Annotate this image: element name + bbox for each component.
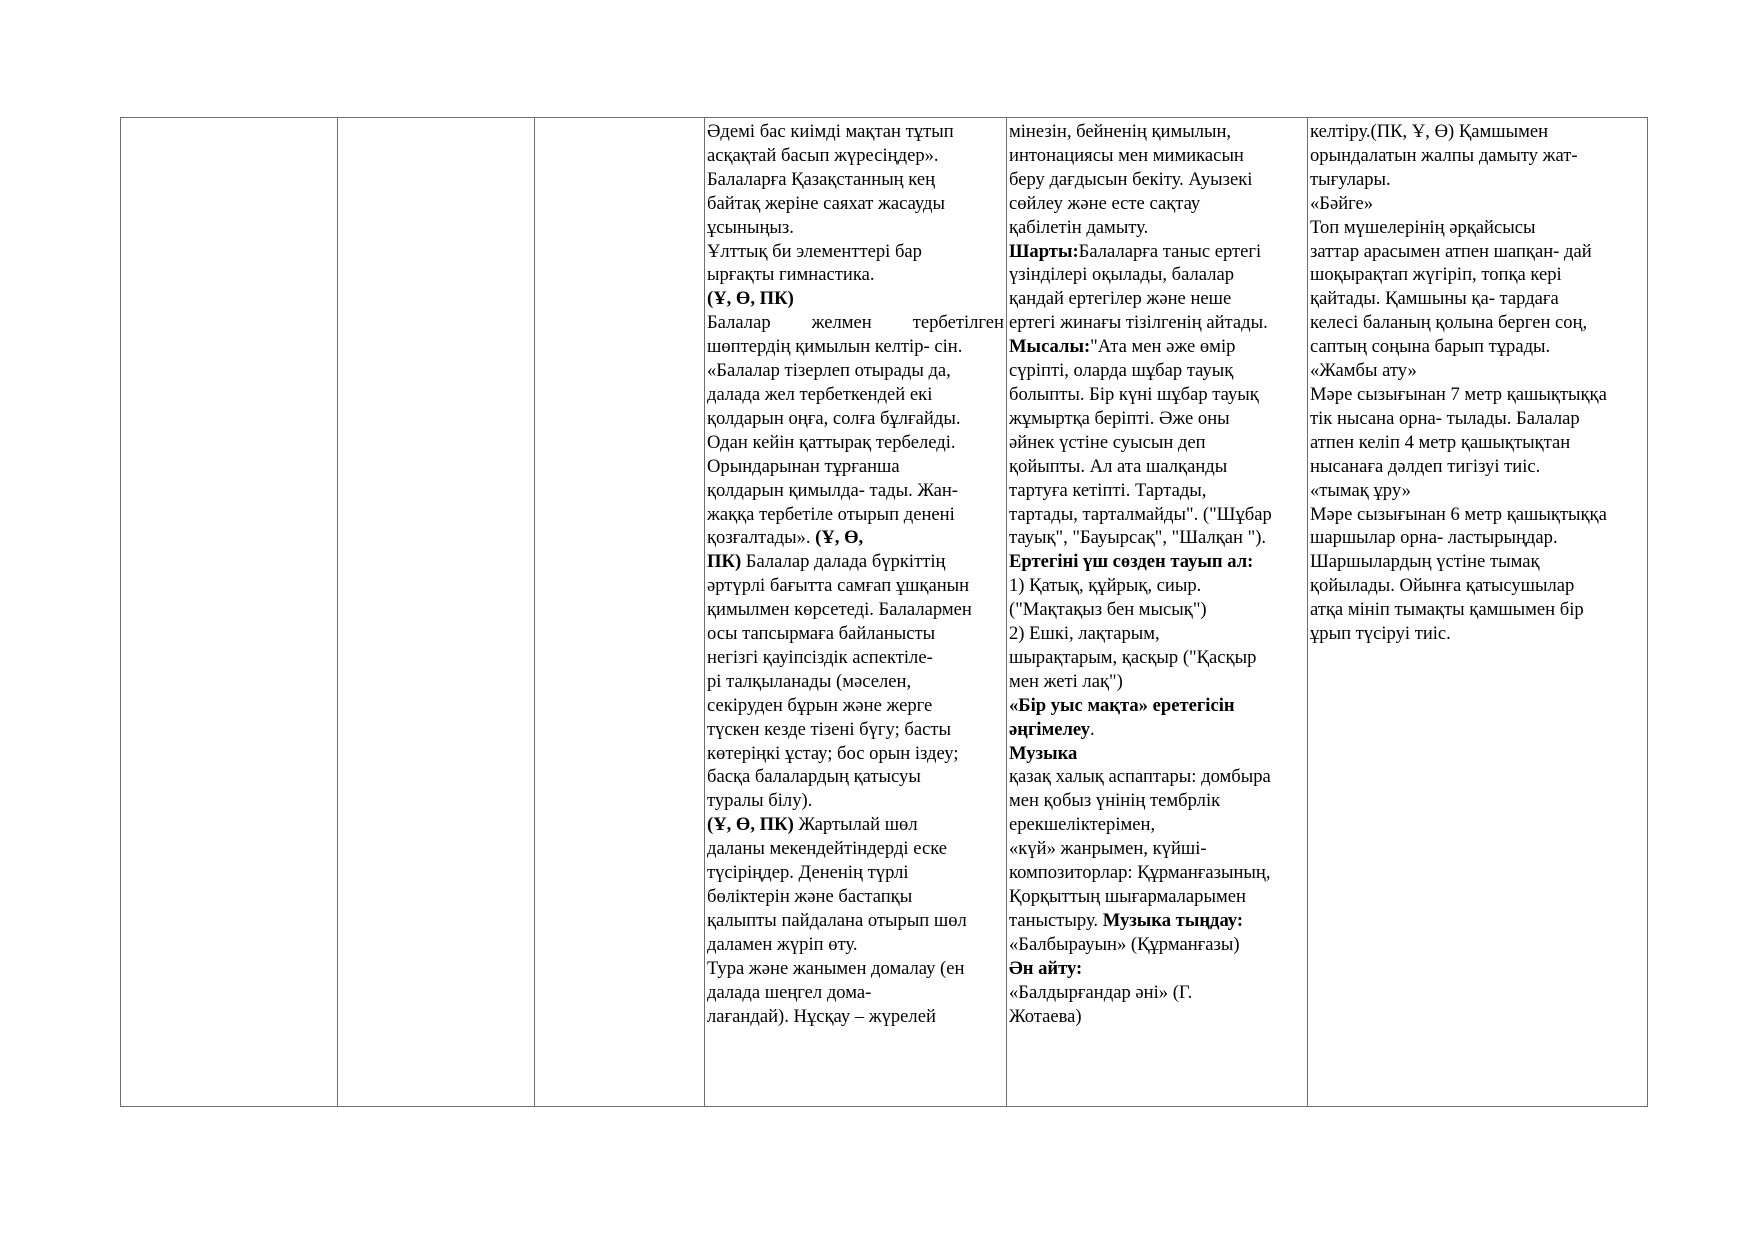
text-run: Балалар желмен тербетілген <box>707 312 1004 334</box>
text-run: қандай ертегілер және неше <box>1009 288 1232 310</box>
text-run: атпен келіп 4 метр қашықтықтан <box>1310 431 1571 453</box>
text-line <box>707 718 1004 742</box>
text-run: қайтады. Қамшыны қа- тардаға <box>1310 288 1559 310</box>
text-run: далада шеңгел дома- <box>707 981 872 1003</box>
text-line <box>1009 503 1305 527</box>
bold-text: «Бір уыс мақта» еретегісін <box>1009 694 1235 716</box>
text-run: қазақ халық аспаптары: домбыра <box>1009 766 1271 788</box>
text-line <box>1310 311 1645 335</box>
text-run: Қорқыттың шығармаларымен <box>1009 886 1246 907</box>
text-run: қойылады. Ойынға қатысушылар <box>1310 575 1575 597</box>
text-run: . <box>1090 718 1095 740</box>
cell-text <box>535 118 704 120</box>
text-line <box>707 120 1004 144</box>
text-run: тартады, тарталмайды". ("Шұбар <box>1009 503 1272 525</box>
text-line <box>1009 622 1305 646</box>
text-run: әйнек үстіне суысын деп <box>1009 431 1206 453</box>
text-run: келтіру.(ПК, Ұ, Ө) Қамшымен <box>1310 121 1549 142</box>
bold-text: (Ұ, Ө, ПК) <box>707 288 794 310</box>
table-cell-col-5 <box>1007 118 1308 1107</box>
bold-text: Ертегіні үш сөзден тауып ал: <box>1009 551 1254 573</box>
text-run: үзінділері оқылады, балалар <box>1009 264 1235 286</box>
text-run: тік нысана орна- тылады. Балалар <box>1310 407 1580 429</box>
text-run: «Балдырғандар әні» (Г. <box>1009 981 1193 1003</box>
text-run: осы тапсырмаға байланысты <box>707 623 936 645</box>
text-line <box>1009 383 1305 407</box>
table-cell-col-2 <box>338 118 535 1107</box>
text-line <box>1009 598 1305 622</box>
text-run: сүріпті, оларда шұбар тауық <box>1009 360 1234 382</box>
text-line <box>707 885 1004 909</box>
text-line <box>707 622 1004 646</box>
text-line <box>707 263 1004 287</box>
text-line <box>1009 718 1305 742</box>
text-run: қимылмен көрсетеді. Балалармен <box>707 599 972 621</box>
text-run: ұрып түсіруі тиіс. <box>1310 623 1451 645</box>
bold-text: Ән айту: <box>1009 957 1083 979</box>
text-run: сөйлеу және есте сақтау <box>1009 192 1201 214</box>
text-line <box>1310 335 1645 359</box>
text-line <box>1009 455 1305 479</box>
text-line <box>1310 287 1645 311</box>
text-run: Әдемі бас киімді мақтан тұтып <box>707 121 954 142</box>
text-line <box>1009 909 1305 933</box>
text-run: саптың соңына барып тұрады. <box>1310 336 1551 358</box>
text-run: ертегі жинағы тізілгенің айтады. <box>1009 312 1268 334</box>
text-line <box>1310 120 1645 144</box>
text-line <box>1009 574 1305 598</box>
text-line <box>707 574 1004 598</box>
text-line <box>1009 646 1305 670</box>
text-run: келесі баланың қолына берген соң, <box>1310 312 1588 334</box>
text-run: шоқырақтап жүгіріп, топқа кері <box>1310 264 1562 286</box>
text-run: Одан кейін қаттырақ тербеледі. <box>707 431 956 453</box>
text-line <box>1310 503 1645 527</box>
text-line <box>1009 670 1305 694</box>
text-line <box>1009 933 1305 957</box>
text-run: қалыпты пайдалана отырып шөл <box>707 909 967 931</box>
text-run: түскен кезде тізені бүгу; басты <box>707 718 952 740</box>
text-run: Жартылай шөл <box>793 814 918 836</box>
text-line <box>1310 192 1645 216</box>
text-run: нысанаға дәлдеп тигізуі тиіс. <box>1310 455 1541 477</box>
text-run: секіруден бұрын және жерге <box>707 694 933 716</box>
text-run: байтақ жеріне саяхат жасауды <box>707 192 945 214</box>
text-run: интонациясы мен мимикасын <box>1009 144 1244 166</box>
text-line <box>707 742 1004 766</box>
bold-text: Шарты: <box>1009 240 1079 262</box>
text-run: көтеріңкі ұстау; бос орын іздеу; <box>707 742 959 764</box>
text-line <box>707 526 1004 550</box>
text-line <box>1009 359 1305 383</box>
text-run: таныстыру. <box>1009 909 1103 931</box>
text-line <box>1009 981 1305 1005</box>
plan-table <box>120 117 1648 1107</box>
text-run: түсіріңдер. Дененің түрлі <box>707 862 909 884</box>
text-line <box>1009 216 1305 240</box>
text-line <box>707 670 1004 694</box>
text-run: бөліктерін және бастапқы <box>707 886 913 907</box>
text-line <box>707 240 1004 264</box>
text-run: қолдарын оңға, солға бұлғайды. <box>707 407 961 429</box>
table-cell-col-4 <box>705 118 1007 1107</box>
text-line <box>1009 311 1305 335</box>
table-cell-col-1 <box>121 118 338 1107</box>
bold-text: Музыка тыңдау: <box>1102 909 1244 931</box>
text-run: Ұлттық би элементтері бар <box>707 240 922 262</box>
text-line <box>1009 694 1305 718</box>
text-line <box>1009 144 1305 168</box>
text-run: "Ата мен әже өмір <box>1090 336 1236 358</box>
text-run: «күй» жанрымен, күйші- <box>1009 838 1207 860</box>
bold-text: (Ұ, Ө, ПК) <box>707 814 794 836</box>
text-run: мен қобыз үнінің тембрлік <box>1009 790 1221 812</box>
text-line <box>707 813 1004 837</box>
text-run: атқа мініп тымақты қамшымен бір <box>1310 599 1584 621</box>
text-line <box>707 287 1004 311</box>
text-run: қойыпты. Ал ата шалқанды <box>1009 455 1228 477</box>
text-line <box>707 359 1004 383</box>
text-run: ұсыныңыз. <box>707 216 794 238</box>
text-run: қозғалтады». <box>707 527 816 549</box>
text-line <box>707 694 1004 718</box>
bold-text: ПК) <box>707 551 742 573</box>
text-line <box>1009 742 1305 766</box>
text-run: 1) Қатық, құйрық, сиыр. <box>1009 575 1202 597</box>
text-run: басқа балалардың қатысуы <box>707 766 921 788</box>
text-line <box>707 144 1004 168</box>
text-line <box>1310 240 1645 264</box>
text-line <box>707 837 1004 861</box>
text-run: асқақтай басып жүресіңдер». <box>707 144 939 166</box>
text-line <box>1009 861 1305 885</box>
text-line <box>1310 479 1645 503</box>
text-line <box>707 1005 1004 1029</box>
text-line <box>1310 168 1645 192</box>
text-run: Балаларға таныс ертегі <box>1078 240 1262 262</box>
text-run: қабілетін дамыту. <box>1009 216 1149 238</box>
text-line <box>1310 144 1645 168</box>
text-line <box>1009 550 1305 574</box>
text-run: заттар арасымен атпен шапқан- дай <box>1310 240 1592 262</box>
text-line <box>1009 885 1305 909</box>
text-line <box>1310 526 1645 550</box>
text-line <box>1009 479 1305 503</box>
text-line <box>707 311 1004 335</box>
bold-text: (Ұ, Ө, <box>815 527 864 549</box>
text-line <box>1310 431 1645 455</box>
text-run: мінезін, бейненің қимылын, <box>1009 121 1232 142</box>
text-line <box>1310 216 1645 240</box>
text-line <box>1310 598 1645 622</box>
cell-text <box>705 118 1006 1028</box>
bold-text: әңгімелеу <box>1009 718 1091 740</box>
text-line <box>707 335 1004 359</box>
text-line <box>1009 120 1305 144</box>
text-run: негізгі қауіпсіздік аспектіле- <box>707 646 933 668</box>
text-line <box>707 216 1004 240</box>
text-line <box>1009 837 1305 861</box>
text-line <box>1310 383 1645 407</box>
text-line <box>707 909 1004 933</box>
text-run: болыпты. Бір күні шұбар тауық <box>1009 383 1259 405</box>
text-run: қолдарын қимылда- тады. Жан- <box>707 479 958 501</box>
text-line <box>1310 550 1645 574</box>
table-row <box>121 118 1648 1107</box>
text-run: Мәре сызығынан 7 метр қашықтыққа <box>1310 383 1607 405</box>
text-run: даланы мекендейтіндерді еске <box>707 838 948 860</box>
text-line <box>707 192 1004 216</box>
text-line <box>1009 168 1305 192</box>
text-line <box>1310 455 1645 479</box>
text-run: тығулары. <box>1310 168 1391 190</box>
table-cell-col-6 <box>1308 118 1648 1107</box>
text-run: ("Мақтақыз бен мысық") <box>1009 599 1207 621</box>
text-line <box>1310 622 1645 646</box>
bold-text: Мысалы: <box>1009 336 1091 358</box>
text-run: Мәре сызығынан 6 метр қашықтыққа <box>1310 503 1607 525</box>
text-line <box>1009 335 1305 359</box>
text-run: шырақтарым, қасқыр ("Қасқыр <box>1009 646 1257 668</box>
text-line <box>707 861 1004 885</box>
text-line <box>1009 789 1305 813</box>
text-run: мен жеті лақ") <box>1009 670 1123 692</box>
text-line <box>707 598 1004 622</box>
text-line <box>707 646 1004 670</box>
text-run: далада жел тербеткендей екі <box>707 383 933 405</box>
text-run: әртүрлі бағытта самғап ұшқанын <box>707 575 970 597</box>
text-run: ерекшеліктерімен, <box>1009 814 1156 836</box>
text-line <box>1009 526 1305 550</box>
text-line <box>1009 431 1305 455</box>
text-run: 2) Ешкі, лақтарым, <box>1009 623 1160 645</box>
text-run: Топ мүшелерінің әрқайсысы <box>1310 216 1536 238</box>
cell-text <box>121 118 337 120</box>
text-line <box>1009 240 1305 264</box>
text-run: «Бәйге» <box>1310 192 1374 214</box>
text-line <box>707 479 1004 503</box>
text-run: «Балалар тізерлеп отырады да, <box>707 360 951 382</box>
text-run: жұмыртқа беріпті. Әже оны <box>1009 407 1230 429</box>
text-run: «Балбырауын» (Құрманғазы) <box>1009 933 1240 955</box>
text-run: шөптердің қимылын келтір- сін. <box>707 336 963 358</box>
text-run: туралы білу). <box>707 790 813 812</box>
text-line <box>1009 407 1305 431</box>
text-run: «Жамбы ату» <box>1310 360 1417 382</box>
text-line <box>707 407 1004 431</box>
text-line <box>707 383 1004 407</box>
text-line <box>707 431 1004 455</box>
text-line <box>707 765 1004 789</box>
text-line <box>1009 287 1305 311</box>
text-run: Тура және жанымен домалау (ен <box>707 957 965 979</box>
text-line <box>1310 407 1645 431</box>
text-run: жаққа тербетіле отырып денені <box>707 503 955 525</box>
text-line <box>707 933 1004 957</box>
text-line <box>1310 263 1645 287</box>
text-run: Орындарынан тұрғанша <box>707 455 900 477</box>
text-line <box>707 168 1004 192</box>
cell-text <box>1007 118 1307 1028</box>
cell-text <box>338 118 534 120</box>
text-line <box>707 455 1004 479</box>
text-line <box>1310 359 1645 383</box>
text-run: Балаларға Қазақстанның кең <box>707 168 936 190</box>
text-line <box>1009 765 1305 789</box>
text-run: лағандай). Нұсқау – жүрелей <box>707 1005 936 1027</box>
text-run: ырғақты гимнастика. <box>707 264 875 286</box>
text-run: орындалатын жалпы дамыту жат- <box>1310 144 1578 166</box>
text-run: даламен жүріп өту. <box>707 933 858 955</box>
text-line <box>1009 192 1305 216</box>
text-run: «тымақ ұру» <box>1310 479 1411 501</box>
text-line <box>1009 1005 1305 1029</box>
text-line <box>707 789 1004 813</box>
text-run: композиторлар: Құрманғазының, <box>1009 862 1271 884</box>
text-run: тауық", "Бауырсақ", "Шалқан "). <box>1009 527 1267 549</box>
bold-text: Музыка <box>1009 742 1078 764</box>
text-run: Жотаева) <box>1009 1005 1082 1027</box>
text-run: рі талқыланады (мәселен, <box>707 670 912 692</box>
text-run: шаршылар орна- ластырыңдар. <box>1310 527 1558 549</box>
text-run: тартуға кетіпті. Тартады, <box>1009 479 1207 501</box>
text-line <box>1009 957 1305 981</box>
text-line <box>707 503 1004 527</box>
text-run: Балалар далада бүркіттің <box>741 551 946 573</box>
text-line <box>707 981 1004 1005</box>
table-cell-col-3 <box>535 118 705 1107</box>
cell-text <box>1308 118 1647 646</box>
text-run: Шаршылардың үстіне тымақ <box>1310 551 1540 573</box>
text-line <box>1310 574 1645 598</box>
text-run: беру дағдысын бекіту. Ауызекі <box>1009 168 1253 190</box>
text-line <box>707 957 1004 981</box>
text-line <box>1009 263 1305 287</box>
text-line <box>1009 813 1305 837</box>
text-line <box>707 550 1004 574</box>
